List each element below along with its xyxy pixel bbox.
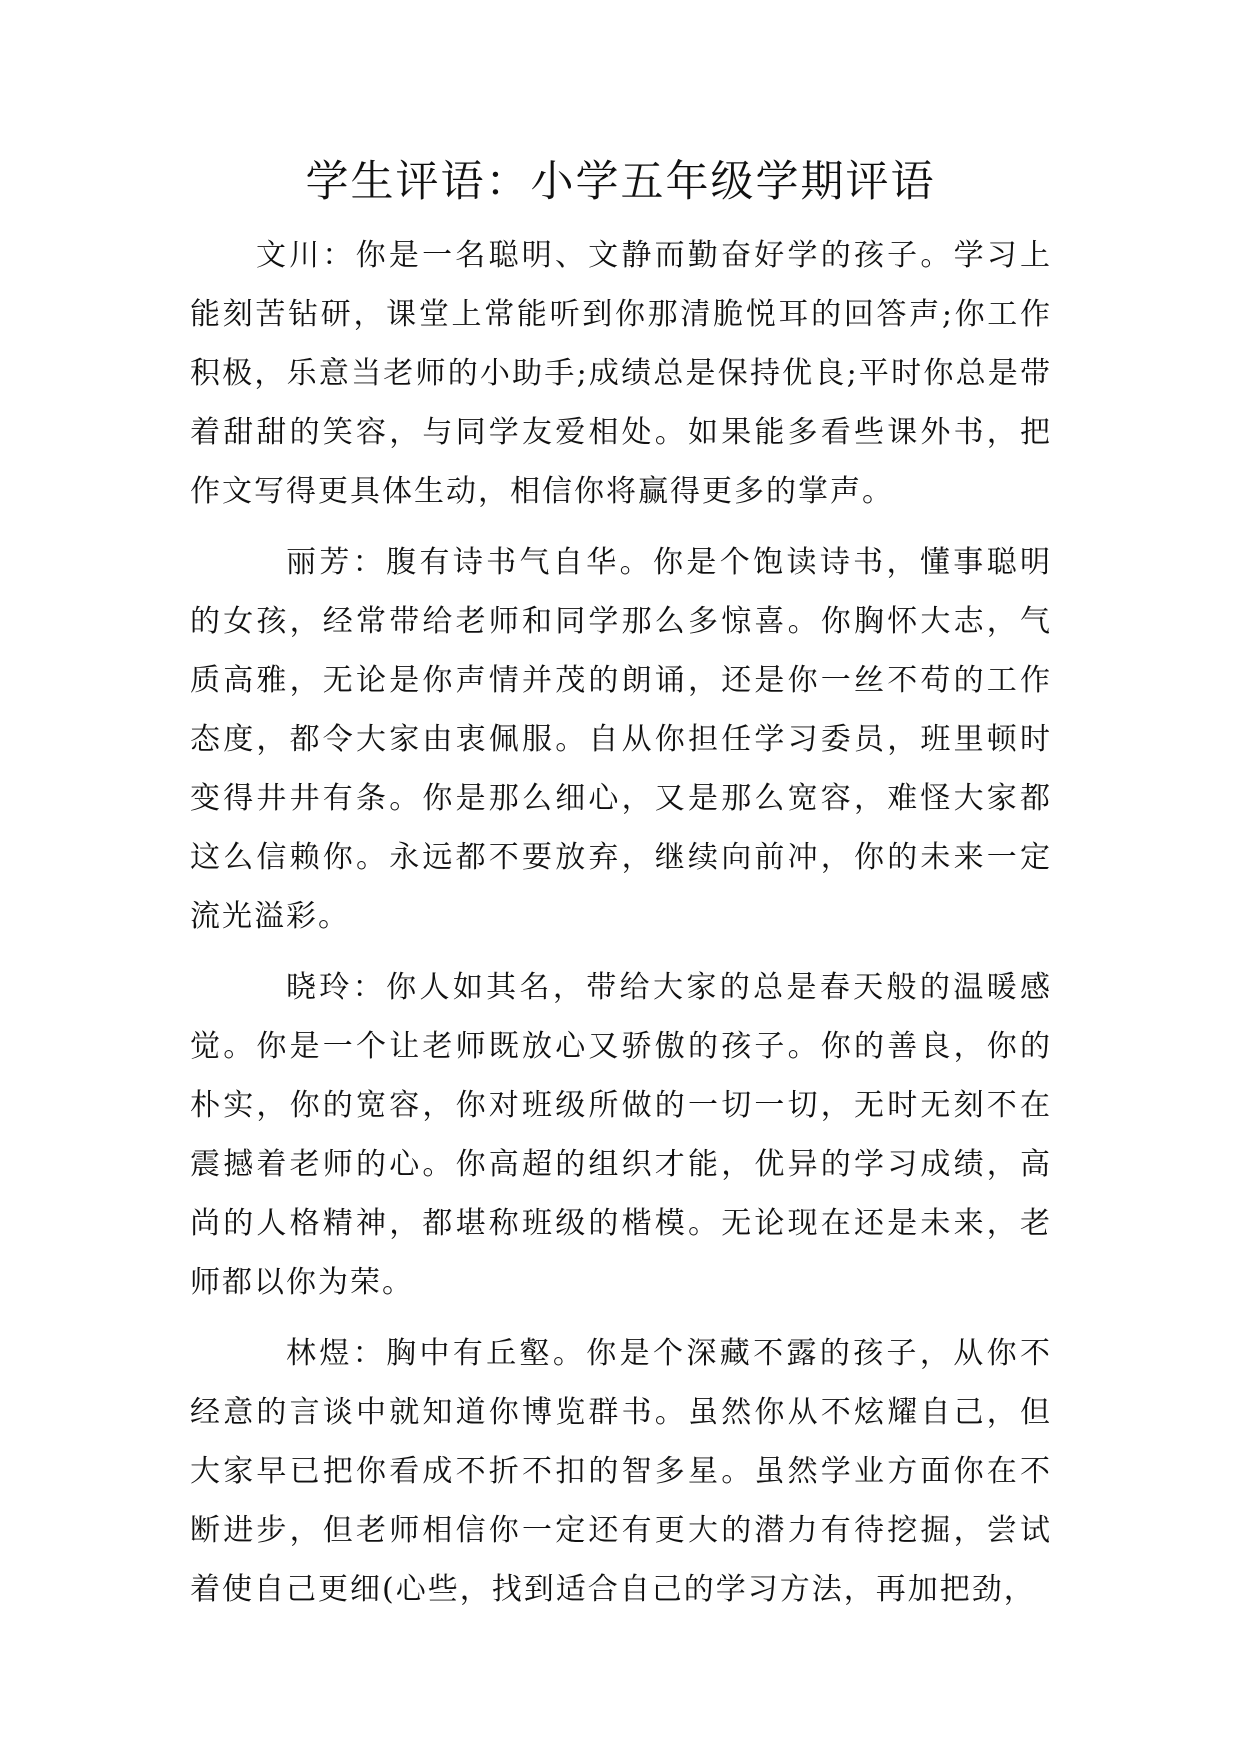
- document-title: 学生评语：小学五年级学期评语: [305, 157, 936, 207]
- document-body: [190, 226, 1052, 1619]
- paragraph-lifang: 丽芳：腹有诗书气自华。你是个饱读诗书，懂事聪明的女孩，经常带给老师和同学那么多惊喜。你胸怀大志，气质高雅，无论是你声情并茂的朗诵，还是你一丝不苟的工作态度，都令大家由衷佩服。自从你担任学习委员，班里顿时变得井井有条。你是那么细心，又是那么宽容，难怪大家都这么信赖你。永远都不要放弃，继续向前冲，你的未来一定流光溢彩。: [190, 545, 1052, 934]
- paragraph-wenchuan: 文川：你是一名聪明、文静而勤奋好学的孩子。学习上能刻苦钻研，课堂上常能听到你那清脆悦耳的回答声;你工作积极，乐意当老师的小助手;成绩总是保持优良;平时你总是带着甜甜的笑容，与同学友爱相处。如果能多看些课外书，把作文写得更具体生动，相信你将赢得更多的掌声。: [190, 238, 1052, 509]
- paragraph-xiaoling: 晓玲：你人如其名，带给大家的总是春天般的温暖感觉。你是一个让老师既放心又骄傲的孩子。你的善良，你的朴实，你的宽容，你对班级所做的一切一切，无时无刻不在震撼着老师的心。你高超的组织才能，优异的学习成绩，高尚的人格精神，都堪称班级的楷模。无论现在还是未来，老师都以你为荣。: [190, 970, 1052, 1300]
- paragraph-linyu: 林煜：胸中有丘壑。你是个深藏不露的孩子，从你不经意的言谈中就知道你博览群书。虽然你从不炫耀自己，但大家早已把你看成不折不扣的智多星。虽然学业方面你在不断进步，但老师相信你一定还有更大的潜力有待挖掘，尝试着使自己更细(心些，找到适合自己的学习方法，再加把劲，: [190, 1336, 1052, 1607]
